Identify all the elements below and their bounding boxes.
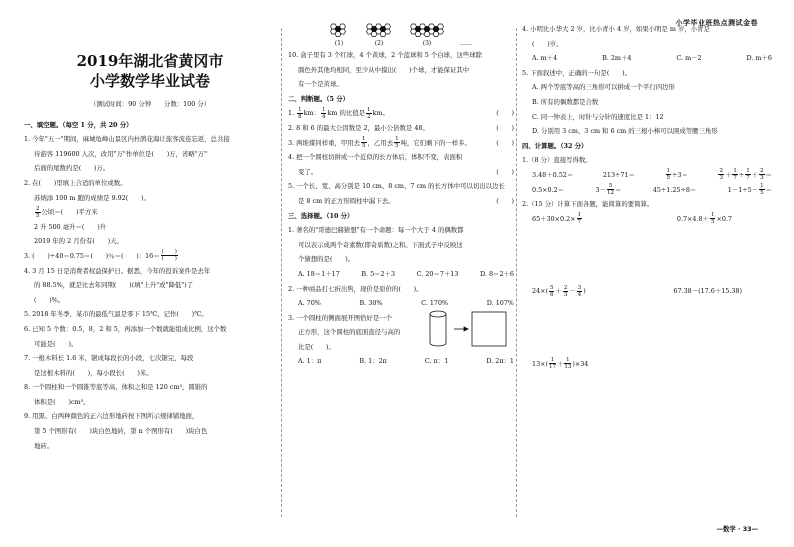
hexagon-tiles-icon bbox=[408, 23, 446, 37]
exam-title-line2: 小学数学毕业试卷 bbox=[89, 72, 210, 90]
question-text: 3. 两堆煤同样重，甲用去 $\frac{1}{5}$ ，乙用去 $\frac{1}{5}$ 吨，它们剩下的一样多。 ( ) bbox=[288, 136, 514, 150]
question-text: 7. 一根木料长 1.6 米，锯成每段长的小段，七次锯完，每段 bbox=[24, 354, 194, 363]
question-text: 1.（8 分）直接写得数。 bbox=[522, 156, 592, 165]
choice-option[interactable]: A. m＋4 bbox=[532, 54, 558, 63]
question-text: 地砖。 bbox=[34, 441, 54, 450]
choice-option[interactable]: D. 2π：1 bbox=[486, 357, 514, 366]
cylinder-question bbox=[288, 311, 514, 355]
question-text: 是 8 cm 的正方形圆柱中漏下去。 ( ) bbox=[288, 194, 514, 209]
exam-info: （测试时间：90 分钟 分数：100 分） bbox=[89, 100, 211, 108]
hex-figure-label: (2) bbox=[374, 40, 384, 47]
fraction: $\frac{1}{2}$ bbox=[367, 106, 371, 120]
answer-blank[interactable]: ( ) bbox=[496, 196, 514, 205]
question-text: 个猜想的是( )。 bbox=[298, 255, 355, 264]
calc-item: 0.5×0.2＝ bbox=[532, 185, 565, 194]
choice-option[interactable]: B. 所有的偶数都是合数 bbox=[532, 97, 599, 106]
question-text: 体积是( )cm³。 bbox=[34, 397, 90, 406]
choice-option[interactable]: D. 8＝2＋6 bbox=[480, 269, 514, 278]
question-text: 3. ( )÷40＝0.75＝( )％＝( )：16＝ $\frac{( )}{( )}$ bbox=[24, 249, 177, 263]
question-text: 2019 年的 2 月份有( )天。 bbox=[34, 237, 123, 246]
calc-item: 213÷71＝ bbox=[602, 170, 635, 179]
question-text: 的 88.5%，就是比去年同期( )(填"上升"或"降低")了 bbox=[34, 281, 194, 290]
question-text: 5. 下面叙述中，正确的一句是( )。 bbox=[522, 68, 631, 77]
question-text: $\frac{2}{5}$ 公顷＝( )平方米 bbox=[36, 205, 98, 219]
column-divider bbox=[516, 28, 517, 517]
fraction: $\frac{( )}{( )}$ bbox=[161, 249, 177, 263]
calc-item: $\frac{1}{5}$ ÷3＝ bbox=[666, 168, 688, 182]
question-text: 4. 把一个圆柱切拼成一个近似的长方体后，体积不变，表面积 bbox=[288, 153, 463, 162]
question-text: 2 升 500 毫升＝( )升 bbox=[34, 222, 107, 231]
answer-blank[interactable]: ( ) bbox=[496, 167, 514, 176]
choice-option[interactable]: A. 1：π bbox=[298, 357, 322, 366]
question-text: 5. 2018 年冬季，某市的最低气温是零下 15℃，记作( )℃。 bbox=[24, 310, 208, 319]
quick-calc-row bbox=[522, 168, 772, 183]
question-text: 2. 一种商品打七折出售，现价是原价的( )。 bbox=[288, 284, 423, 293]
question-text: 正方形，这个圆柱的底面直径与高的 bbox=[298, 328, 401, 337]
choice-option[interactable]: C. π：1 bbox=[424, 357, 449, 366]
choice-option[interactable]: C. m－2 bbox=[676, 54, 702, 63]
section-calculation: 四、计算题。（32 分） bbox=[522, 141, 588, 150]
question-text: 比是( )。 bbox=[298, 342, 335, 351]
question-text: 可能是( )。 bbox=[34, 339, 78, 348]
question-text: 2.（15 分）计算下面各题，能简算的要简算。 bbox=[522, 200, 654, 209]
choice-option[interactable]: C. 170% bbox=[421, 299, 449, 308]
question-text: 3. 一个圆柱的侧面展开图恰好是一个 bbox=[288, 313, 392, 322]
calc-item: 45÷1.25÷8＝ bbox=[652, 185, 697, 194]
choice-option[interactable]: B. 30% bbox=[359, 299, 383, 308]
answer-blank[interactable]: ( ) bbox=[496, 138, 514, 147]
choice-options bbox=[522, 51, 772, 66]
calc-item: 24×( $\frac{5}{6}$ ＋ $\frac{2}{3}$ － $\frac{3}{4}$ ) bbox=[532, 284, 586, 298]
question-text: 8. 一个圆柱和一个圆锥等底等高，体积之和是 120 cm³，圆锥的 bbox=[24, 383, 208, 392]
question-text: 9. 用黑、白两种颜色的正六边形地砖按下图所示规律铺地面， bbox=[24, 412, 199, 421]
question-text: 4. 小明比小华大 2 岁，比小青小 4 岁，如果小明是 m 岁，小青是 bbox=[522, 25, 710, 33]
question-text: 苏炳添 100 m 跑的成绩是 9.92( )。 bbox=[34, 193, 150, 202]
choice-option[interactable]: C. 20＝7＋13 bbox=[416, 269, 459, 278]
calc-row bbox=[522, 212, 772, 227]
calc-row bbox=[522, 284, 772, 299]
header-label: 小学毕业班热点测试金卷 bbox=[675, 19, 758, 27]
question-text: 10. 盒子里有 3 个红球，4 个黄球，2 个蓝球和 5 个白球，这些球除 bbox=[288, 51, 483, 59]
calc-item: 67.38－(17.6＋15.38) bbox=[673, 287, 742, 296]
hex-figure-3 bbox=[408, 23, 446, 48]
question-text: 2. 8 和 6 的最大公因数是 2，最小公倍数是 48。 ( ) bbox=[288, 121, 514, 136]
exam-title-line1: 2019年湖北省黄冈市 bbox=[76, 52, 224, 70]
question-text: 颜色外其他均相同，至少从中摸出( )个球，才能保证其中 bbox=[298, 65, 470, 74]
calc-item: 3.48＋0.52＝ bbox=[532, 170, 574, 179]
page-number: —数学 · 33— bbox=[716, 525, 758, 533]
choice-option[interactable]: A. 70% bbox=[298, 299, 321, 308]
choice-option[interactable]: C. 同一钟表上，时针与分针的速度比是 1：12 bbox=[532, 112, 664, 121]
question-text: 是这根木料的( )，每小段长( )米。 bbox=[34, 368, 153, 377]
work-space[interactable] bbox=[522, 299, 772, 357]
hex-figure-label: (1) bbox=[334, 40, 344, 47]
question-text: 第 5 个图形有( )块白色地砖，第 n 个图形有( )块白色 bbox=[34, 427, 208, 436]
hex-figure-2 bbox=[364, 23, 394, 48]
quick-calc-row bbox=[522, 183, 772, 198]
question-text: 可以表示成两个奇素数(即奇质数)之和。下面式子中反映这 bbox=[298, 240, 463, 249]
section-true-false: 二、判断题。（5 分） bbox=[288, 94, 349, 103]
question-text: ( )%。 bbox=[34, 295, 65, 304]
section-multiple-choice: 三、选择题。（10 分） bbox=[288, 211, 354, 220]
fraction: $\frac{1}{5}$ bbox=[362, 136, 366, 150]
calc-item: 0.7×4.8＋ $\frac{1}{5}$ ×0.7 bbox=[676, 212, 732, 226]
work-space[interactable] bbox=[522, 226, 772, 284]
choice-option[interactable]: B. 1：2π bbox=[359, 357, 387, 366]
choice-option[interactable]: B. 5＝2＋3 bbox=[361, 269, 396, 278]
question-text: 有一个是黄球。 bbox=[298, 80, 343, 89]
choice-options bbox=[288, 267, 514, 282]
question-text: 1. $\frac{1}{8}$ km： $\frac{1}{4}$ km 的比值是 $\frac{1}{2}$ km。 ( ) bbox=[288, 106, 514, 120]
question-text: 4. 3 月 15 日是消费者权益保护日。据悉，今年的投诉案件是去年 bbox=[24, 266, 211, 275]
calc-item: 65＋30×0.2× $\frac{1}{7}$ bbox=[532, 212, 582, 226]
question-text: 变了。 ( ) bbox=[288, 165, 514, 180]
answer-blank[interactable]: ( ) bbox=[496, 109, 514, 118]
fraction: $\frac{1}{4}$ bbox=[321, 106, 326, 120]
question-text: 2. 在( )里填上合适的单位或数。 bbox=[24, 178, 127, 187]
column-3 bbox=[522, 22, 772, 525]
choice-option[interactable]: D. m＋6 bbox=[746, 54, 772, 63]
column-2 bbox=[288, 22, 514, 525]
question-text: 5. 一个长、宽、高分别是 10 cm、8 cm、7 cm 的长方体中可以切出以边长 bbox=[288, 182, 505, 191]
column-divider bbox=[281, 28, 282, 517]
hex-figure-1 bbox=[328, 23, 350, 48]
column-1 bbox=[24, 22, 276, 525]
calc-item: 13×( $\frac{1}{17}$ ＋ $\frac{1}{13}$ )×34 bbox=[532, 357, 589, 371]
choice-option[interactable]: D. 107% bbox=[486, 299, 514, 308]
choice-option[interactable]: B. 2m＋4 bbox=[602, 54, 632, 63]
calc-item: 3－ $\frac{5}{12}$ ＝ bbox=[595, 183, 622, 197]
hexagon-pattern-figure bbox=[328, 28, 514, 48]
answer-blank[interactable]: ( ) bbox=[496, 123, 514, 132]
fraction: $\frac{2}{5}$ bbox=[36, 205, 40, 219]
section-fill-blank: 一、填空题。（每空 1 分，共 20 分） bbox=[24, 120, 133, 129]
choice-options bbox=[288, 354, 514, 369]
cylinder-net-figure bbox=[426, 309, 510, 349]
hexagon-tiles-icon bbox=[328, 23, 350, 37]
hex-figure-label: (3) bbox=[422, 40, 432, 47]
fraction: $\frac{1}{5}$ bbox=[395, 136, 399, 150]
choice-option[interactable]: A. 18＝1＋17 bbox=[298, 269, 340, 278]
calc-item: $\frac{2}{3}$ ＋ $\frac{1}{7}$ ÷ $\frac{1}{7}$ ＋ $\frac{2}{3}$ ＝ bbox=[719, 168, 772, 182]
choice-option[interactable]: A. 两个等底等高的三角形可以拼成一个平行四边形 bbox=[532, 83, 675, 92]
hexagon-tiles-icon bbox=[364, 23, 394, 37]
question-text: ( )岁。 bbox=[532, 39, 563, 48]
question-text: 1. 今年"五一"期间，麻城龟峰山景区内杜鹃花海让旅客流连忘返，总共接 bbox=[24, 135, 230, 144]
question-text: 待游客 119600 人次，改用"万"作单位是( )万，省略"万" bbox=[34, 149, 208, 158]
question-text: 后面的尾数约是( )万。 bbox=[34, 164, 110, 173]
choice-option[interactable]: D. 分别用 3 cm、3 cm 和 6 cm 的三根小棒可以围成等腰三角形 bbox=[532, 127, 718, 136]
fraction: $\frac{1}{8}$ bbox=[298, 106, 302, 120]
question-text: 1. 著名的"哥德巴赫猜想"有一个命题：每一个大于 4 的偶数都 bbox=[288, 226, 464, 235]
question-text: 6. 已知 5 个数：0.5，8，2 和 5，再添加一个数就能组成比例，这个数 bbox=[24, 324, 227, 333]
calc-item: 1－1÷5－ $\frac{1}{5}$ ＝ bbox=[727, 183, 772, 197]
ellipsis: …… bbox=[460, 40, 472, 47]
